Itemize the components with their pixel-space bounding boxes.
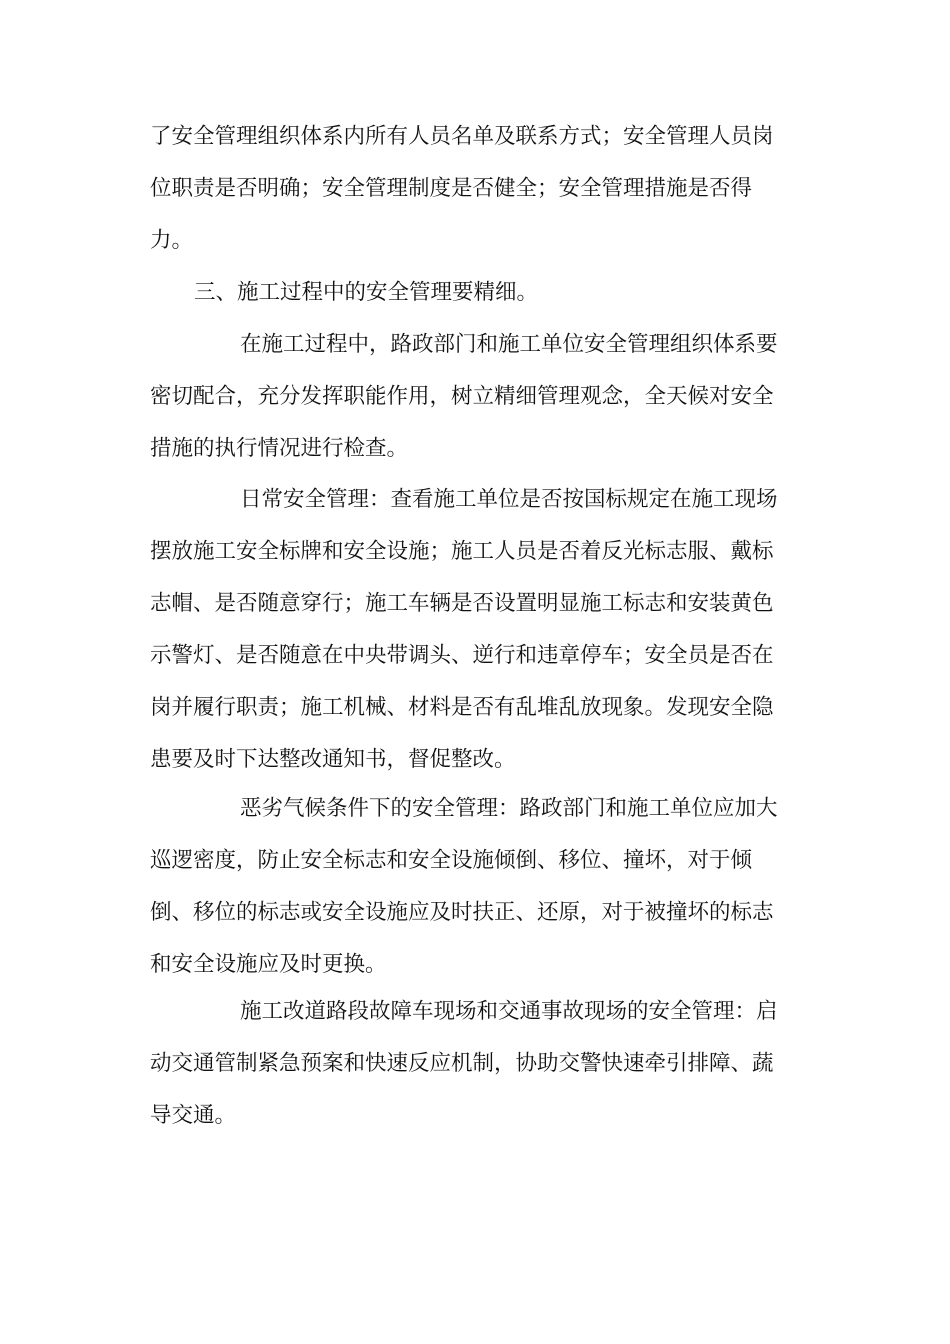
text-line: 了安全管理组织体系内所有人员名单及联系方式；安全管理人员岗 [150, 124, 774, 149]
paragraph-detour-accident [150, 986, 802, 1142]
paragraph-daily-management [150, 474, 802, 786]
text-line: 位职责是否明确；安全管理制度是否健全；安全管理措施是否得 [150, 176, 753, 201]
text-line: 施工改道路段故障车现场和交通事故现场的安全管理：启 [240, 999, 778, 1024]
text-line: 导交通。 [150, 1103, 237, 1128]
section-heading [150, 267, 802, 319]
paragraph-continued [150, 111, 802, 267]
text-line: 患要及时下达整改通知书，督促整改。 [150, 747, 516, 772]
text-line: 巡逻密度，防止安全标志和安全设施倾倒、移位、撞坏，对于倾 [150, 848, 753, 873]
text-line: 密切配合，充分发挥职能作用，树立精细管理观念，全天候对安全 [150, 384, 774, 409]
text-line: 倒、移位的标志或安全设施应及时扶正、还原，对于被撞坏的标志 [150, 900, 774, 925]
text-line: 示警灯、是否随意在中央带调头、逆行和违章停车；安全员是否在 [150, 643, 774, 668]
text-line: 岗并履行职责；施工机械、材料是否有乱堆乱放现象。发现安全隐 [150, 695, 774, 720]
text-line: 措施的执行情况进行检查。 [150, 436, 409, 461]
text-line: 志帽、是否随意穿行；施工车辆是否设置明显施工标志和安装黄色 [150, 591, 774, 616]
text-line: 摆放施工安全标牌和安全设施；施工人员是否着反光标志服、戴标 [150, 539, 774, 564]
paragraph-construction-process [150, 319, 802, 475]
text-line: 日常安全管理：查看施工单位是否按国标规定在施工现场 [240, 487, 778, 512]
text-line: 恶劣气候条件下的安全管理：路政部门和施工单位应加大 [240, 796, 778, 821]
heading-text: 三、施工过程中的安全管理要精细。 [194, 280, 539, 305]
text-line: 在施工过程中，路政部门和施工单位安全管理组织体系要 [240, 332, 778, 357]
text-line: 和安全设施应及时更换。 [150, 952, 387, 977]
text-line: 动交通管制紧急预案和快速反应机制，协助交警快速牵引排障、蔬 [150, 1051, 774, 1076]
text-line: 力。 [150, 228, 194, 253]
paragraph-bad-weather [150, 783, 802, 991]
